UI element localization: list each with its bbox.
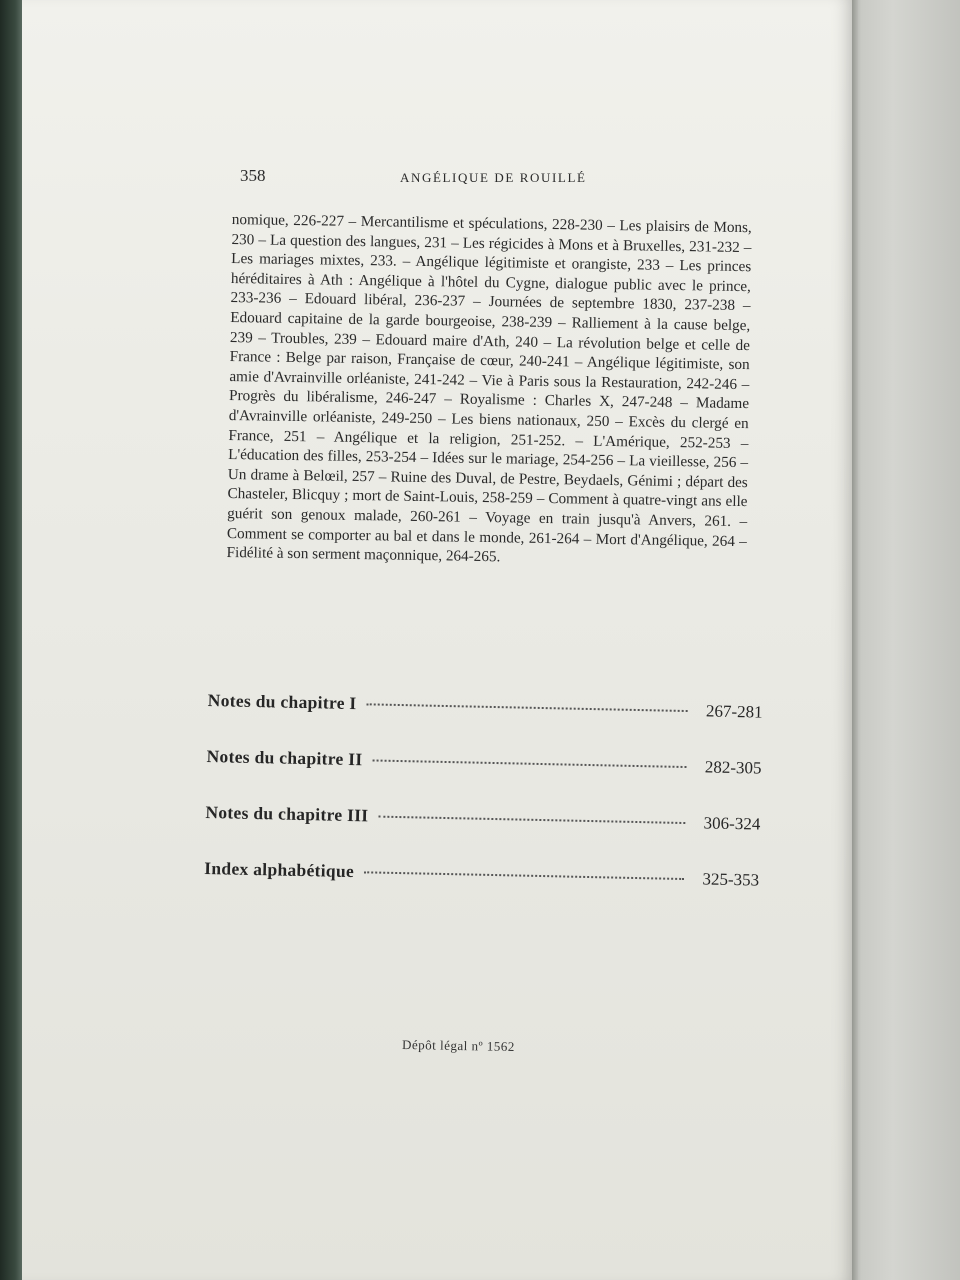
toc-pages: 325-353 <box>702 869 760 890</box>
legal-deposit-notice: Dépôt légal nº 1562 <box>401 1037 515 1054</box>
body-text: nomique, 226-227 – Mercantilisme et spéculations, 228-230 – Les plaisirs de Mons, 230 – La question des langues, 231 – Les régicides à Mons et à Bruxelles, 231-232 – Les mariages mixtes, 233. – Angélique légitimiste et orangiste, 233 – Les princes héréditaires à Ath : Angélique à l'hôtel du Cygne, dialogue public avec le prince, 233-236 – Edouard libéral, 236-237 – Journées de septembre 1830, 237-238 – Edouard capitaine de la garde bourgeoise, 238-239 – Ralliement à la cause belge, 239 – Troubles, 239 – Edouard maire d'Ath, 240 – La révolution belge et celle de France : Belge par raison, Française de cœur, 240-241 – Angélique légitimiste, son amie d'Avrainville orléaniste, 241-242 – Vie à Paris sous la Restauration, 242-246 – Progrès du libéralisme, 246-247 – Royalisme : Charles X, 247-248 – Madame d'Avrainville orléaniste, 249-250 – Les biens nationaux, 250 – Excès du clergé en France, 251 – Angélique et la religion, 251-252. – L'Amérique, 252-253 – L'éducation des filles, 253-254 – Idées sur le mariage, 254-256 – La vieillesse, 256 – Un drame à Belœil, 257 – Ruine des Duval, de Pestre, Beydaels, Génimi ; départ des Chasteler, Blicquy ; mort de Saint-Louis, 258-259 – Comment à quatre-vingt ans elle guérit son genoux malade, 260-261 – Voyage en train jusqu'à Anvers, 261. – Comment se comporter au bal et dans le monde, 261-264 – Mort d'Angélique, 264 – Fidélité à son serment maçonnique, 264-265. <box>226 210 752 566</box>
toc-label: Notes du chapitre III <box>205 801 369 826</box>
dot-leader <box>367 703 689 712</box>
dot-leader <box>364 871 684 880</box>
body-paragraph <box>226 210 751 571</box>
book-cover-edge-left <box>0 0 22 1280</box>
toc-pages: 282-305 <box>704 757 762 778</box>
dot-leader <box>372 759 686 768</box>
toc-label: Notes du chapitre I <box>207 690 357 714</box>
toc-label: Index alphabétique <box>204 857 355 882</box>
toc-pages: 306-324 <box>703 813 761 834</box>
dot-leader <box>378 816 685 824</box>
toc-row <box>203 858 759 926</box>
book-cover-edge-right <box>848 0 960 1280</box>
book-page <box>22 0 852 1280</box>
running-title: ANGÉLIQUE DE ROUILLÉ <box>400 170 587 185</box>
table-of-contents <box>203 690 763 926</box>
toc-label: Notes du chapitre II <box>206 745 363 770</box>
page-number: 358 <box>240 166 266 185</box>
toc-pages: 267-281 <box>705 701 763 722</box>
